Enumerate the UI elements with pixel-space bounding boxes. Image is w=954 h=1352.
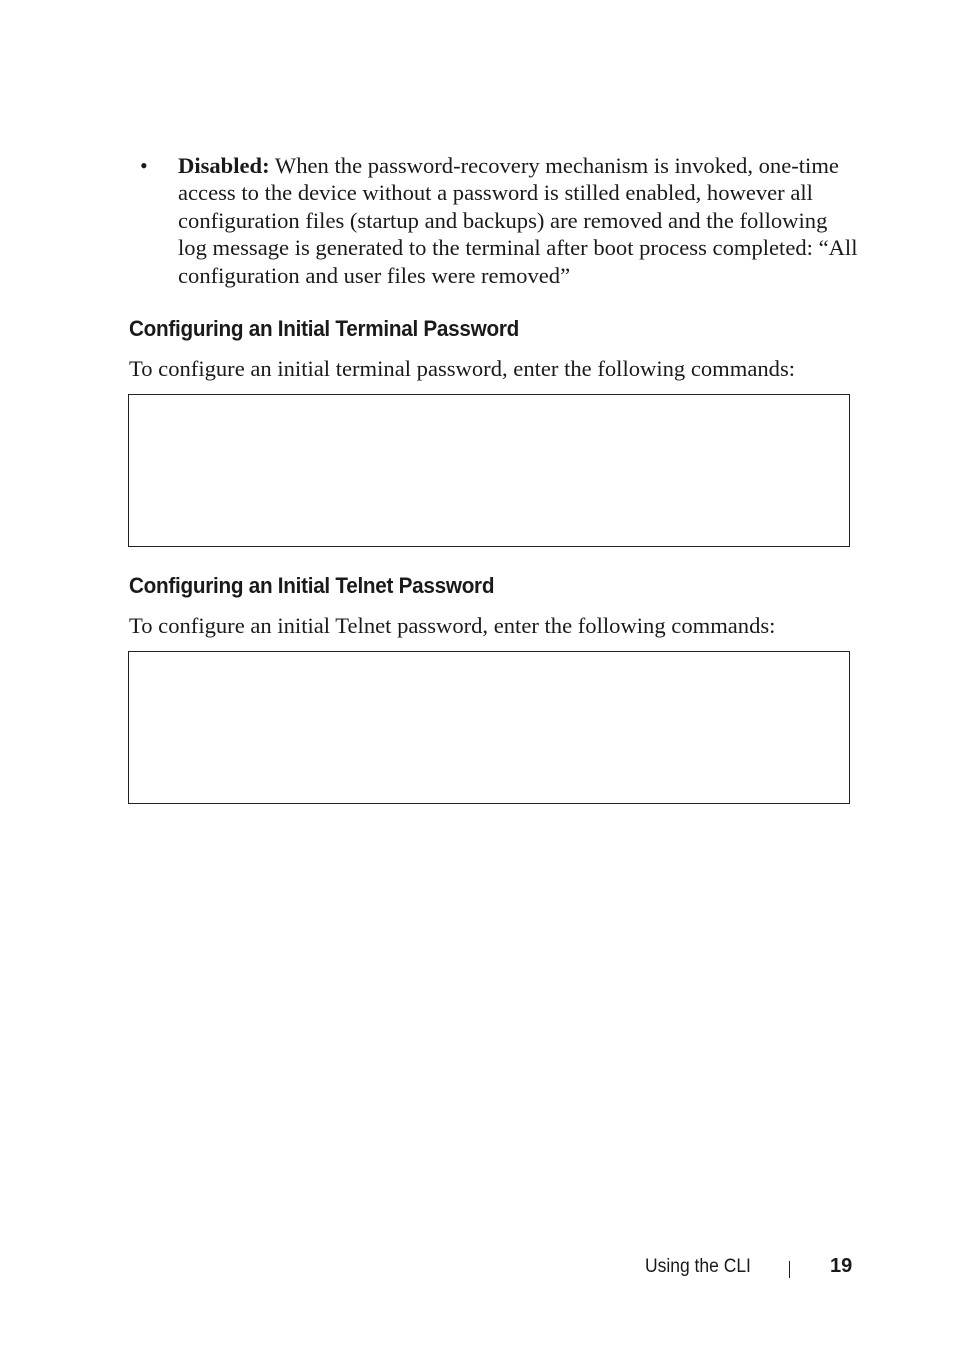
bullet-marker: • (140, 153, 148, 178)
footer-chapter-title: Using the CLI (645, 1256, 751, 1277)
section-heading-terminal-password: Configuring an Initial Terminal Password (129, 316, 519, 341)
section-intro-telnet-password: To configure an initial Telnet password, enter the following commands: (129, 613, 776, 638)
bullet-text (178, 152, 860, 289)
section-heading-telnet-password: Configuring an Initial Telnet Password (129, 573, 495, 598)
section-intro-terminal-password: To configure an initial terminal password, enter the following commands: (129, 356, 796, 381)
footer-separator (789, 1261, 790, 1278)
command-box-terminal-password (128, 394, 850, 547)
page-number: 19 (830, 1255, 853, 1277)
command-box-telnet-password (128, 651, 850, 804)
bullet-term: Disabled: (178, 153, 270, 178)
bullet-description: When the password-recovery mechanism is invoked, one-time access to the device without a password is stilled enabled, however all configuration files (startup and backups) are removed and the following log message is generated to the terminal after boot process completed: “All configuration and user files were removed” (178, 153, 858, 288)
